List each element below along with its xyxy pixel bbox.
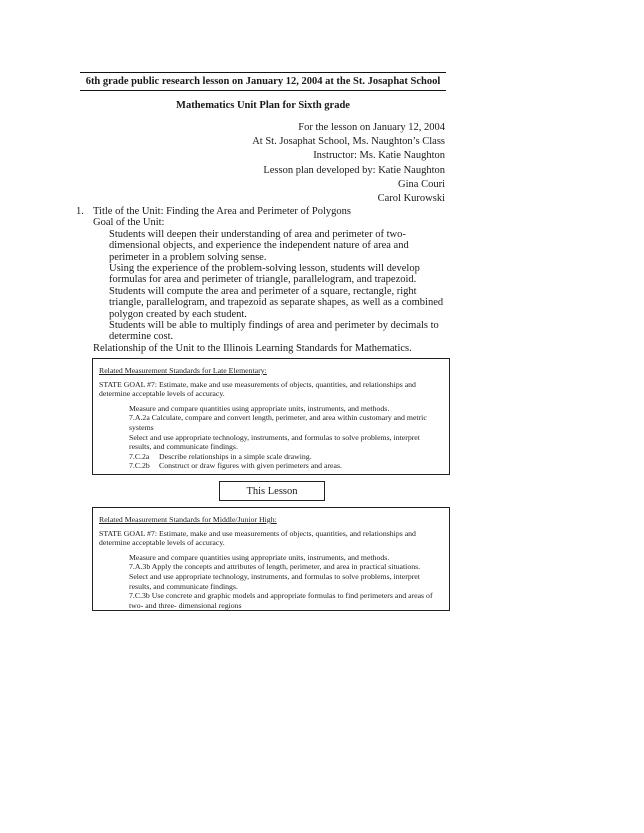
unit-outline	[76, 206, 476, 354]
header-title: 6th grade public research lesson on January 12, 2004 at the St. Josaphat School	[85, 76, 441, 87]
standard-item: 7.A.3b Apply the concepts and attributes of length, perimeter, and area in practical situations.	[129, 562, 421, 572]
header-bottom-rule	[80, 90, 446, 91]
unit-title: Title of the Unit: Finding the Area and Perimeter of Polygons	[93, 206, 352, 217]
plan-title: Mathematics Unit Plan for Sixth grade	[176, 100, 350, 111]
standard-code-row	[129, 452, 443, 462]
relationship-text: Relationship of the Unit to the Illinois Learning Standards for Mathematics.	[93, 342, 412, 354]
state-goal: STATE GOAL #7: Estimate, make and use measurements of objects, quantities, and relationships and determine acceptable levels of accuracy.	[99, 379, 416, 399]
standard-code-row	[129, 461, 443, 471]
standard-item: Measure and compare quantities using appropriate units, instruments, and methods.	[129, 552, 390, 562]
lesson-info-line: Lesson plan developed by: Katie Naughton	[263, 164, 445, 176]
box-heading: Related Measurement Standards for Middle/Junior High:	[99, 515, 277, 524]
outline-number: 1.	[76, 206, 84, 217]
state-goal: STATE GOAL #7: Estimate, make and use measurements of objects, quantities, and relationships and determine acceptable levels of accuracy.	[99, 528, 416, 548]
standard-code-text: Construct or draw figures with given perimeters and areas.	[159, 461, 342, 471]
standards-box-middle	[92, 507, 450, 611]
standard-code: 7.C.2a	[129, 451, 150, 461]
lesson-info-line: At St. Josaphat School, Ms. Naughton’s Class	[252, 136, 445, 148]
lesson-info-line: Gina Couri	[398, 178, 445, 190]
goal-item: Students will be able to multiply findings of area and perimeter by decimals to determine cost.	[109, 320, 439, 343]
lesson-info-line: For the lesson on January 12, 2004	[298, 122, 445, 133]
standard-item: Measure and compare quantities using appropriate units, instruments, and methods.	[129, 403, 390, 413]
standard-item: 7.C.3b Use concrete and graphic models and appropriate formulas to find perimeters and areas of two- and three- dimensional regions	[129, 591, 433, 610]
header-top-rule	[80, 72, 446, 73]
box-heading: Related Measurement Standards for Late Elementary:	[99, 366, 267, 375]
lesson-info-line: Instructor: Ms. Katie Naughton	[313, 150, 445, 162]
standard-item: 7.A.2a Calculate, compare and convert length, perimeter, and area within customary and metric systems	[129, 413, 427, 432]
standard-item: Select and use appropriate technology, instruments, and formulas to solve problems, interpret results, and communicate findings.	[129, 571, 420, 591]
goal-item: Students will deepen their understanding of area and perimeter of two-dimensional objects, and experience the independent nature of area and perimeter in a problem solving sense.	[109, 228, 409, 263]
standards-box-elementary	[92, 358, 450, 475]
lesson-info	[252, 121, 445, 206]
standard-code-text: Describe relationships in a simple scale drawing.	[159, 451, 312, 461]
standard-code: 7.C.2b	[129, 461, 150, 471]
goal-item: Using the experience of the problem-solving lesson, students will develop formulas for area and perimeter of triangle, parallelogram, and trapezoid.	[109, 263, 420, 286]
goal-label: Goal of the Unit:	[93, 217, 165, 229]
lesson-info-line: Carol Kurowski	[377, 193, 445, 205]
goal-item: Students will compute the area and perimeter of a square, rectangle, right triangle, parallelogram, and trapezoid as separate shapes, as well as a combined polygon created by each student.	[109, 285, 444, 320]
standard-item: Select and use appropriate technology, instruments, and formulas to solve problems, interpret results, and communicate findings.	[129, 432, 420, 452]
this-lesson-label: This Lesson	[219, 481, 325, 501]
